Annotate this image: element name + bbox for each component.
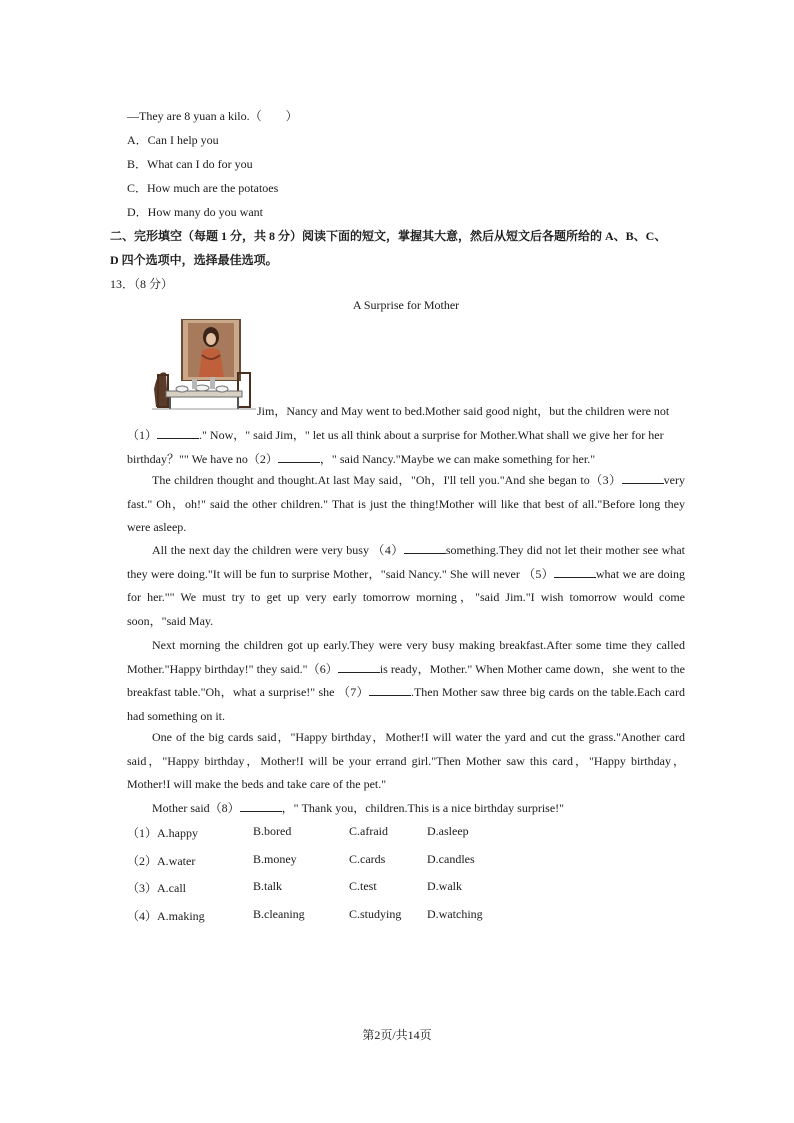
passage-p3-text: what we are doing for her."" We must try to get up very early tomorrow morning，"said Jim."I wish tomorrow would come soon，"said May. bbox=[127, 566, 685, 628]
option-a: A．Can I help you bbox=[127, 133, 219, 147]
section-heading-line2: D 四个选项中，选择最佳选项。 bbox=[110, 253, 278, 267]
choice-2-a: （2）A.water bbox=[127, 854, 196, 868]
choice-3-d: D.walk bbox=[427, 879, 462, 893]
passage-p2-text: very fast." Oh，oh!" said the other children." That is just the thing!Mother will like that best of all."Before long they were asleep. bbox=[127, 473, 685, 534]
passage-p1-line1: Jim，Nancy and May went to bed.Mother said good night，but the children were not bbox=[257, 404, 670, 418]
passage-p6 bbox=[152, 799, 564, 816]
passage-p4-text: Next morning the children got up early.They were very busy making breakfast.After some time they called Mother."Happy birthday!" they said."（6） bbox=[127, 638, 685, 676]
passage-p4-text: .Then Mother saw three big cards on the table.Each card had something on it. bbox=[127, 685, 686, 723]
option-d: D．How many do you want bbox=[127, 205, 263, 219]
question-number: 13．（8 分） bbox=[110, 277, 174, 291]
passage-p2-text: The children thought and thought.At last May said，"Oh，I'll tell you."And she began to（3） bbox=[152, 473, 622, 487]
choice-2-c: C.cards bbox=[349, 852, 386, 866]
blank-1 bbox=[157, 426, 199, 439]
choice-1-c: C.afraid bbox=[349, 824, 388, 838]
choice-4-c: C.studying bbox=[349, 907, 402, 921]
section-heading-line1: 二、完形填空（每题 1 分，共 8 分）阅读下面的短文，掌握其大意，然后从短文后各题所给的 A、B、C、 bbox=[110, 229, 667, 243]
passage-p1-text: ，" said Nancy."Maybe we can make something for her." bbox=[319, 452, 596, 466]
blank-7 bbox=[369, 683, 411, 696]
passage-p3-text: something.They did not let their mother see what they were doing."It will be fun to surprise Mother，"said Nancy." She will never （5） bbox=[127, 543, 685, 581]
blank-1-label: （1） bbox=[127, 428, 158, 442]
blank-2-label: birthday？"" We have no（2） bbox=[127, 452, 278, 466]
blank-5 bbox=[554, 565, 596, 578]
passage-p3 bbox=[127, 539, 685, 633]
answer-line: —They are 8 yuan a kilo.（ ） bbox=[127, 109, 298, 123]
option-b: B．What can I do for you bbox=[127, 157, 253, 171]
passage-p1-line3 bbox=[127, 450, 595, 467]
passage-p1-line2 bbox=[127, 426, 664, 443]
choice-3-a: （3）A.call bbox=[127, 881, 186, 895]
choice-1-b: B.bored bbox=[253, 824, 292, 838]
option-c: C．How much are the potatoes bbox=[127, 181, 279, 195]
passage-p3-text: All the next day the children were very busy （4） bbox=[152, 543, 404, 557]
passage-p1-text: ." Now，" said Jim，" let us all think about a surprise for Mother.What shall we give her for her bbox=[199, 428, 664, 442]
choice-1-d: D.asleep bbox=[427, 824, 469, 838]
passage-p5: One of the big cards said，"Happy birthday，Mother!I will water the yard and cut the grass."Another card said，"Happy birthday，Mother!I will be your errand girl."Then Mother saw this card，"Happy birthday，Mother!I will make the beds and take care of the pet." bbox=[127, 730, 685, 791]
blank-8 bbox=[240, 799, 282, 812]
choice-2-d: D.candles bbox=[427, 852, 475, 866]
choice-4-a: （4）A.making bbox=[127, 909, 205, 923]
passage-p4-text: is ready，Mother." When Mother came down，she went to the breakfast table."Oh，what a surprise!" she （7） bbox=[127, 661, 685, 699]
choice-3-c: C.test bbox=[349, 879, 377, 893]
page-footer: 第2页/共14页 bbox=[362, 1028, 432, 1042]
blank-3 bbox=[622, 471, 664, 484]
choice-4-d: D.watching bbox=[427, 907, 483, 921]
passage-p2 bbox=[127, 469, 685, 540]
choice-3-b: B.talk bbox=[253, 879, 282, 893]
choice-1-a: （1）A.happy bbox=[127, 826, 198, 840]
passage-p6-text: Mother said（8） bbox=[152, 801, 240, 815]
passage-p6-text: ，" Thank you，children.This is a nice birthday surprise!" bbox=[281, 801, 565, 815]
choice-4-b: B.cleaning bbox=[253, 907, 305, 921]
blank-2 bbox=[278, 450, 320, 463]
passage-p4 bbox=[127, 634, 685, 728]
blank-4 bbox=[404, 541, 446, 554]
illustration-image bbox=[152, 319, 256, 411]
choice-2-b: B.money bbox=[253, 852, 297, 866]
passage-title: A Surprise for Mother bbox=[352, 298, 460, 312]
blank-6 bbox=[338, 660, 380, 673]
